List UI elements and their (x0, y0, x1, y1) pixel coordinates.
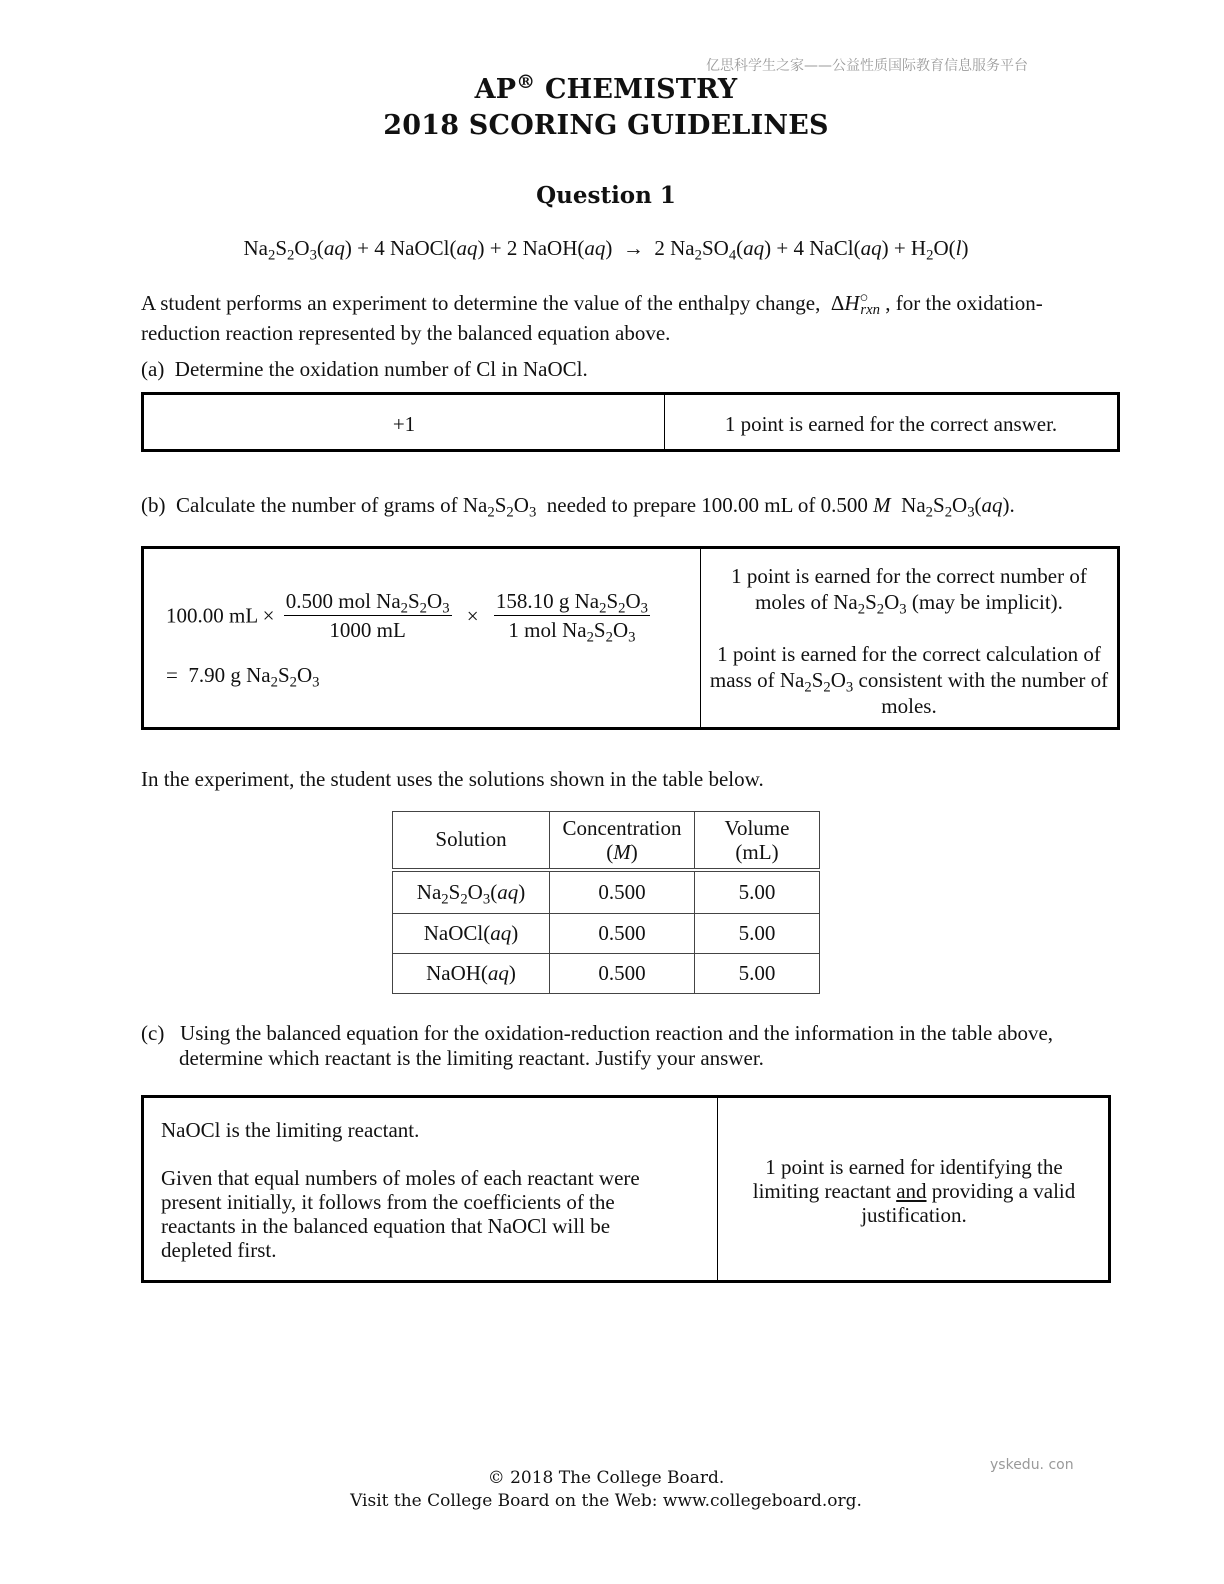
part-a-prompt: (a) Determine the oxidation number of Cl in NaOCl. (141, 357, 588, 381)
watermark-top: 亿思科学生之家——公益性质国际教育信息服务平台 (706, 58, 1028, 74)
part-b-calculation (166, 589, 654, 646)
fraction-molar-mass: $\frac{158.10 g Na_2S_2O_3}{1 mol Na_2S_2O_3}$ (495, 589, 649, 646)
part-b-scoring-1: 1 point is earned for the correct number of moles of $Na_2S_2O_3$ (may be implicit). (731, 564, 1087, 618)
balanced-equation: $Na_2S_2O_3(aq) + 4$ NaOCl(aq) + 2 NaOH(aq) → 2 $Na_2SO_4(aq) + 4$ NaCl(aq) + $H_2O(l)$ (243, 236, 969, 264)
solutions-table (392, 811, 820, 994)
part-b-scoring-2: 1 point is earned for the correct calculation of mass of $Na_2S_2O_3$ consistent with the number of moles. (709, 642, 1109, 718)
part-a-answer: +1 (392, 412, 416, 436)
times-sign: × (466, 603, 479, 628)
footer-copyright: © 2018 The College Board. (487, 1468, 725, 1488)
part-c-scoring: 1 point is earned for identifying the limiting reactant and providing a valid justification. (752, 1155, 1076, 1227)
row-3-volume: 5.00 (695, 954, 820, 994)
calc-start: 100.00 mL × (166, 603, 275, 628)
watermark-bottom: yskedu. con (990, 1457, 1074, 1473)
row-2-solution: NaOCl(aq) (393, 914, 550, 954)
header-title-line2: 2018 SCORING GUIDELINES (383, 110, 829, 141)
row-1-concentration: 0.500 (550, 870, 695, 914)
part-b-box (141, 546, 1120, 730)
table-intro: In the experiment, the student uses the solutions shown in the table below. (141, 767, 764, 791)
part-a-scoring: 1 point is earned for the correct answer. (724, 412, 1058, 436)
row-2-volume: 5.00 (695, 914, 820, 954)
header-solution: Solution (393, 812, 550, 870)
fraction-molarity: $\frac{0.500 mol Na_2S_2O_3}{1000 mL}$ (285, 589, 450, 642)
part-c-answer-2: Given that equal numbers of moles of each reactant were present initially, it follows from the coefficients of the reactants in the balanced equation that NaOCl will be depleted first. (161, 1166, 640, 1262)
row-1-solution: $Na_2S_2O_3(aq)$ (393, 870, 550, 914)
header-volume: Volume (mL) (695, 812, 820, 870)
header-title-line1: AP® CHEMISTRY (474, 71, 738, 105)
row-3-solution: NaOH(aq) (393, 954, 550, 994)
part-b-result: = 7.90 g $Na_2S_2O_3$ (166, 663, 320, 691)
part-b-prompt: (b) Calculate the number of grams of $Na_2S_2O_3$ needed to prepare 100.00 mL of 0.500 M $Na_2S_2O_3(aq)$. (141, 493, 1015, 521)
part-c-box (141, 1095, 1111, 1283)
part-a-box (141, 392, 1120, 452)
row-2-concentration: 0.500 (550, 914, 695, 954)
footer-website: Visit the College Board on the Web: www.collegeboard.org. (350, 1491, 862, 1511)
part-c-prompt: (c) Using the balanced equation for the oxidation-reduction reaction and the information in the table above, determine which reactant is the limiting reactant. Justify your answer. (141, 1021, 1054, 1070)
part-c-answer-1: NaOCl is the limiting reactant. (161, 1118, 420, 1142)
row-3-concentration: 0.500 (550, 954, 695, 994)
row-1-volume: 5.00 (695, 870, 820, 914)
question-title: Question 1 (536, 182, 676, 209)
header-concentration: Concentration (M) (550, 812, 695, 870)
intro-paragraph: A student performs an experiment to determine the value of the enthalpy change, $\Delta H^○_{rxn}$ , for the oxidation-reduction reaction represented by the balanced equation above. (141, 290, 1043, 345)
